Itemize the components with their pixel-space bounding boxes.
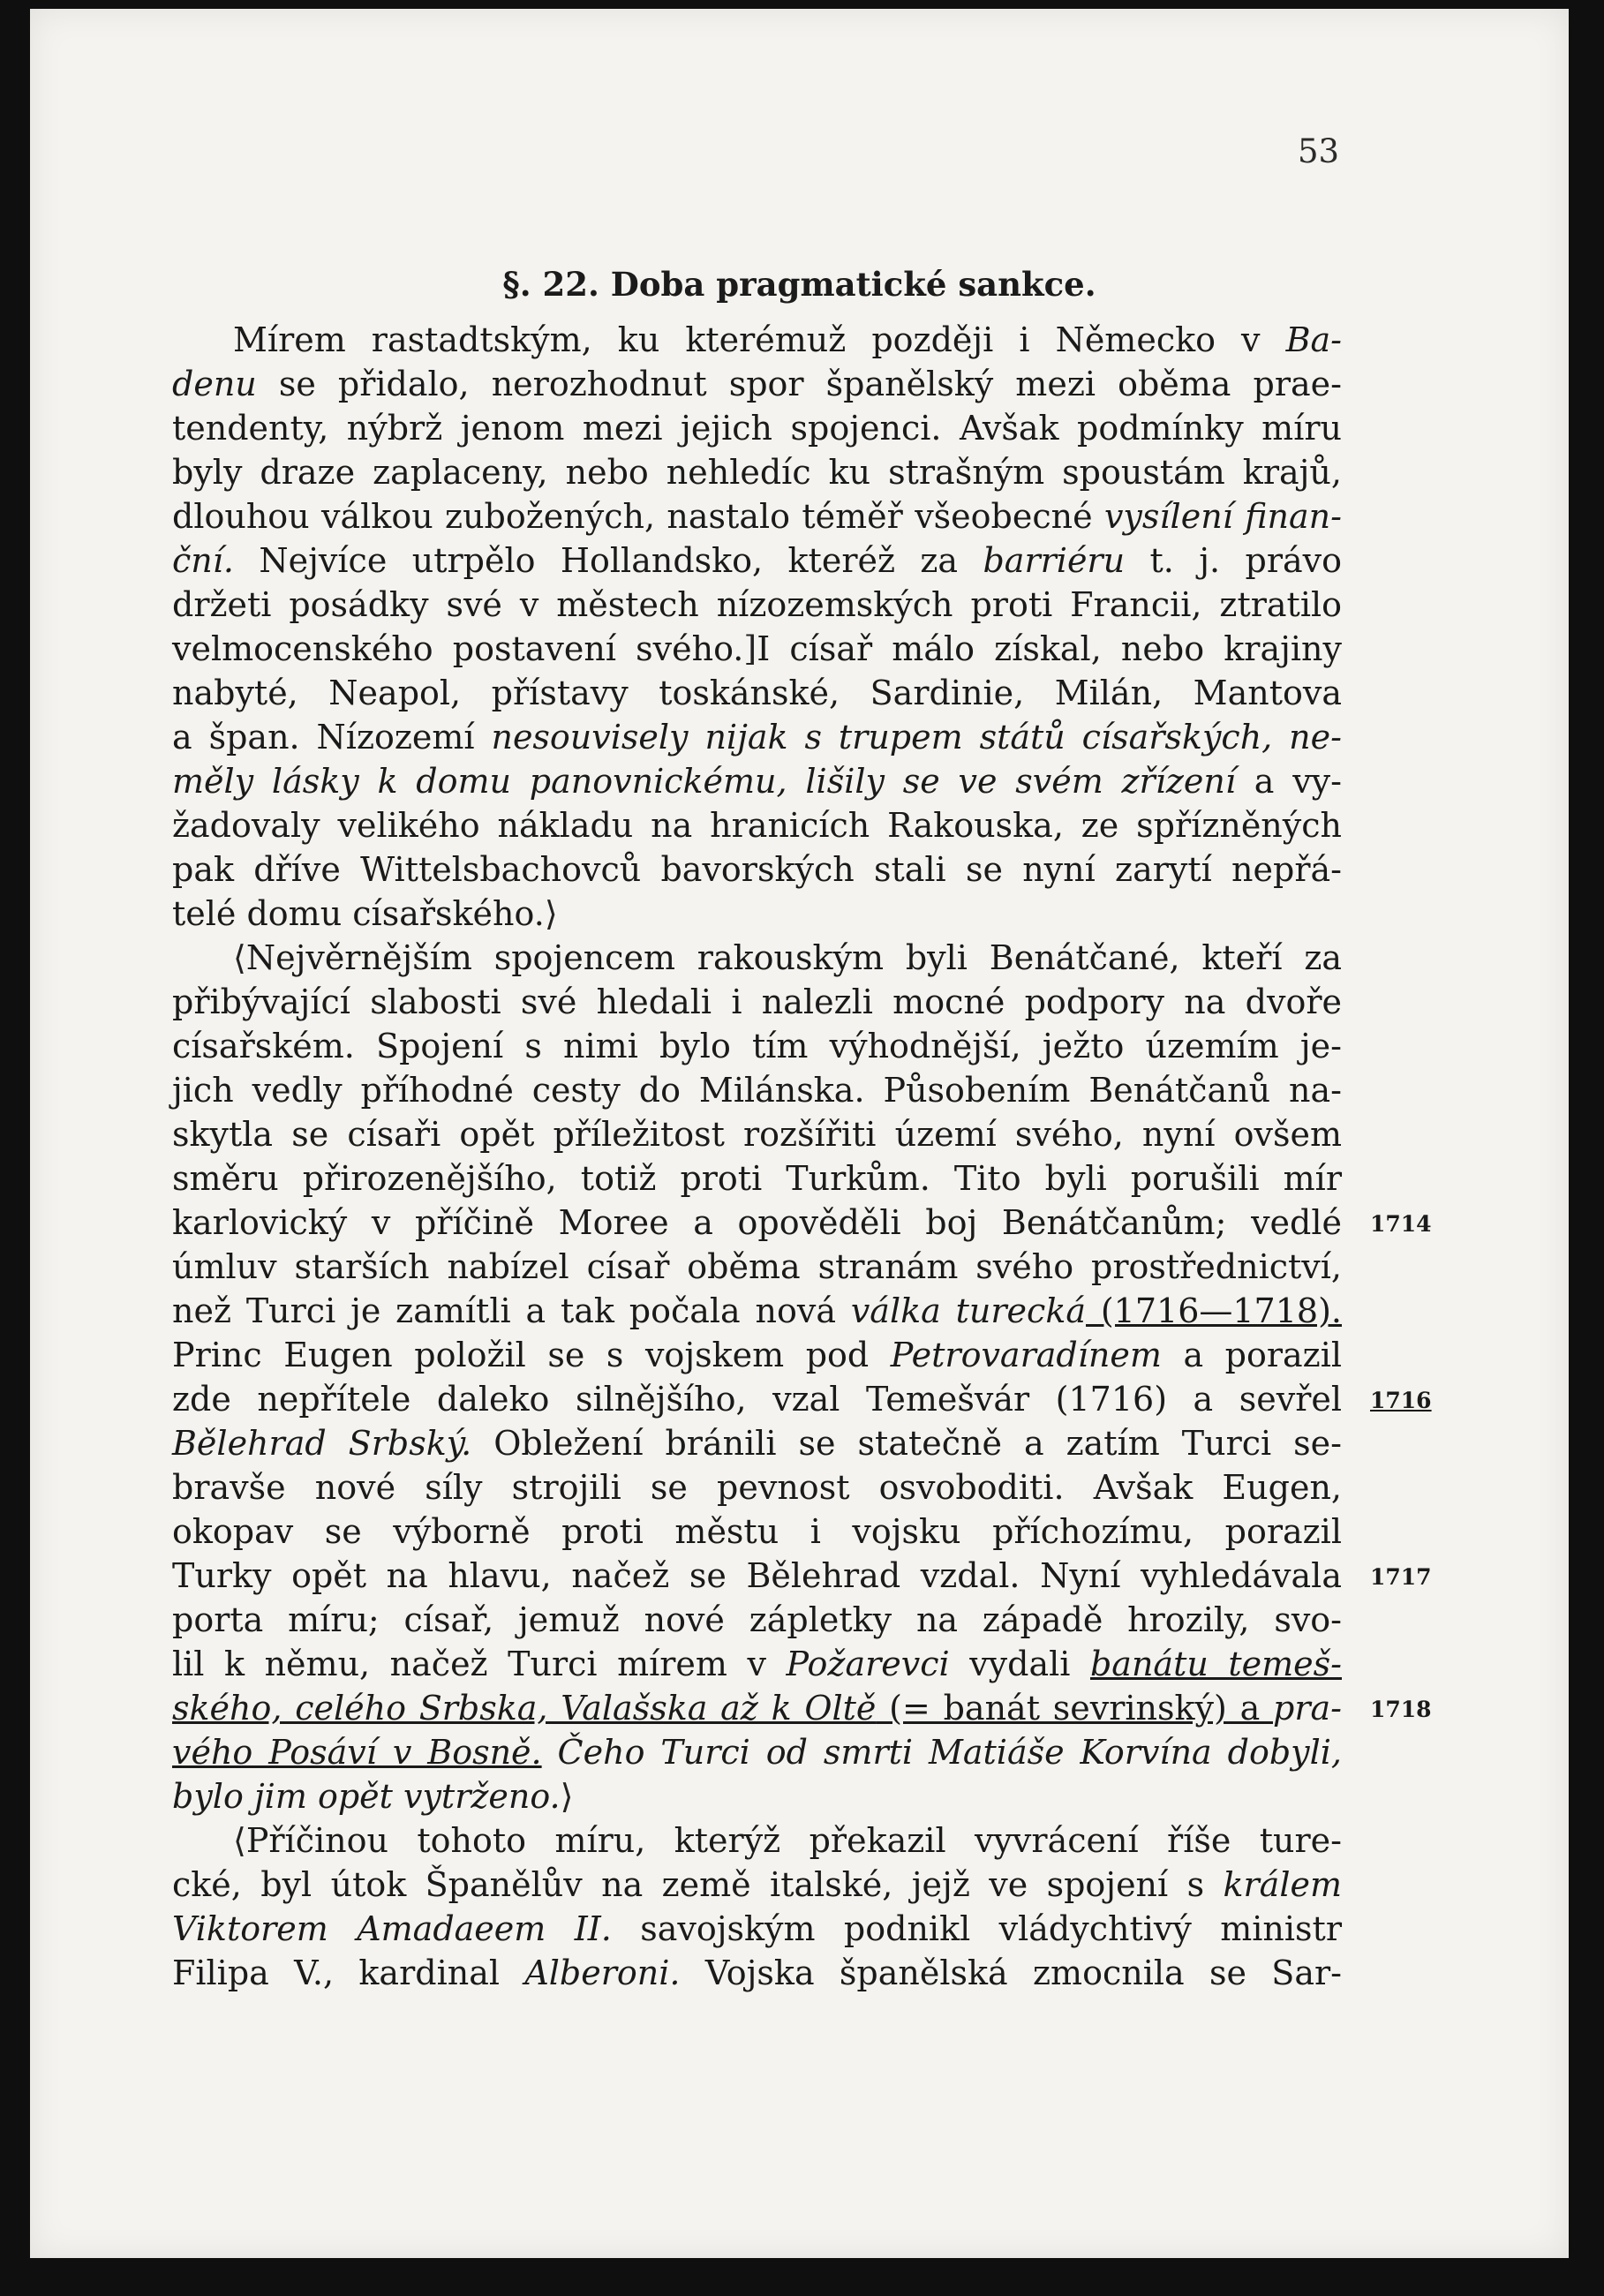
text-line bbox=[172, 1068, 1342, 1112]
text-run: než Turci je zamítli a tak počala nová bbox=[172, 1291, 851, 1330]
text-line bbox=[172, 1289, 1342, 1333]
text-run: porta míru; císař, jemuž nové zápletky na západě hrozily, svo- bbox=[172, 1600, 1342, 1639]
text-run: držeti posádky své v městech nízozemských proti Francii, ztratilo bbox=[172, 585, 1342, 624]
text-run: (1716—1718). bbox=[1086, 1291, 1342, 1330]
text-run: a špan. Nízozemí bbox=[172, 718, 492, 757]
text-run: vydali bbox=[949, 1645, 1090, 1683]
text-run: měly lásky k domu panovnickému, lišily se ve svém zřízení bbox=[172, 762, 1236, 801]
text-line bbox=[172, 1333, 1342, 1377]
text-line bbox=[172, 1598, 1342, 1642]
text-run: a porazil bbox=[1161, 1336, 1343, 1374]
page bbox=[30, 9, 1569, 2258]
text-line bbox=[233, 936, 1342, 980]
text-run: Požarevci bbox=[786, 1645, 950, 1683]
text-run: bylo jim opět vytrženo. bbox=[172, 1777, 561, 1816]
text-run: vého Posáví v Bosně. bbox=[172, 1733, 542, 1772]
text-run: savojským podnikl vládychtivý ministr bbox=[611, 1909, 1342, 1948]
text-line bbox=[172, 1421, 1342, 1465]
text-run: žadovaly velikého nákladu na hranicích Rakouska, ze spřízněných bbox=[172, 806, 1342, 845]
margin-year: 1716 bbox=[1370, 1388, 1432, 1413]
text-line bbox=[172, 892, 1342, 936]
text-line bbox=[233, 1818, 1342, 1863]
text-line bbox=[172, 1686, 1342, 1730]
pen-mark: ⟩ bbox=[544, 894, 558, 933]
text-run: Turky opět na hlavu, načež se Bělehrad vzdal. Nyní vyhledávala bbox=[172, 1556, 1342, 1595]
text-line bbox=[172, 1951, 1342, 1995]
text-line bbox=[172, 1024, 1342, 1068]
text-run: nesouvisely nijak s trupem států císařských, ne- bbox=[491, 718, 1342, 757]
text-run: skytla se císaři opět příležitost rozšířiti území svého, nyní ovšem bbox=[172, 1115, 1342, 1154]
margin-year: 1717 bbox=[1370, 1564, 1432, 1590]
text-run: Mírem rastadtským, ku kterémuž později i Německo v bbox=[233, 320, 1286, 359]
text-line bbox=[172, 450, 1342, 494]
text-line bbox=[172, 538, 1342, 583]
text-run: Ba- bbox=[1285, 320, 1342, 359]
text-line bbox=[172, 1377, 1342, 1421]
text-run: jich vedly příhodné cesty do Milánska. Působením Benátčanů na- bbox=[172, 1071, 1342, 1110]
text-run: ční. bbox=[172, 541, 234, 580]
text-line bbox=[172, 1465, 1342, 1509]
text-line bbox=[172, 1245, 1342, 1289]
text-run: banátu temeš- bbox=[1089, 1645, 1342, 1683]
text-line bbox=[172, 1156, 1342, 1201]
text-line bbox=[172, 803, 1342, 847]
text-run: Bělehrad Srbský. bbox=[172, 1424, 472, 1463]
pen-mark: ⟩ bbox=[560, 1777, 574, 1816]
text-line bbox=[172, 1863, 1342, 1907]
text-line bbox=[172, 1907, 1342, 1951]
text-run: byly draze zaplaceny, nebo nehledíc ku strašným spoustám krajů, bbox=[172, 453, 1342, 492]
text-run: Nejvíce utrpělo Hollandsko, kteréž za bbox=[234, 541, 983, 580]
text-run: I císař málo získal, nebo krajiny bbox=[757, 629, 1342, 668]
text-line bbox=[172, 1730, 1342, 1774]
text-run: denu bbox=[172, 365, 257, 403]
text-run: Viktorem Amadaeem II. bbox=[172, 1909, 612, 1948]
text-run: Alberoni. bbox=[524, 1953, 681, 1992]
text-run: směru přirozenějšího, totiž proti Turkům. Tito byli porušili mír bbox=[172, 1159, 1342, 1198]
page-number: 53 bbox=[1298, 132, 1340, 170]
text-line bbox=[172, 1201, 1342, 1245]
text-run: cké, byl útok Španělův na země italské, jejž ve spojení s bbox=[172, 1865, 1224, 1904]
text-run: pra- bbox=[1273, 1689, 1342, 1728]
text-line bbox=[172, 1642, 1342, 1686]
text-run: a vy- bbox=[1236, 762, 1342, 801]
text-run: Čeho Turci od smrti Matiáše Korvína dobyli, bbox=[541, 1733, 1343, 1772]
pen-mark: ⟨ bbox=[233, 938, 246, 977]
text-run: Vojska španělská zmocnila se Sar- bbox=[680, 1953, 1342, 1992]
margin-year: 1714 bbox=[1370, 1211, 1432, 1237]
text-line bbox=[172, 406, 1342, 450]
text-run: dlouhou válkou zubožených, nastalo téměř všeobecné bbox=[172, 497, 1104, 536]
text-run: Nejvěrnějším spojencem rakouským byli Benátčané, kteří za bbox=[245, 938, 1342, 977]
text-run: vysílení finan- bbox=[1103, 497, 1342, 536]
text-line bbox=[172, 583, 1342, 627]
text-run: úmluv starších nabízel císař oběma stranám svého prostřednictví, bbox=[172, 1247, 1342, 1286]
text-run: lil k němu, načež Turci mírem v bbox=[172, 1645, 787, 1683]
text-run: (= banát sevrinský) a bbox=[876, 1689, 1273, 1728]
pen-mark: ⟨ bbox=[233, 1821, 246, 1860]
text-line bbox=[172, 1112, 1342, 1156]
text-line bbox=[172, 671, 1342, 715]
text-line bbox=[172, 759, 1342, 803]
text-run: bravše nové síly strojili se pevnost osvoboditi. Avšak Eugen, bbox=[172, 1468, 1342, 1507]
text-run: císařském. Spojení s nimi bylo tím výhodnější, ježto územím je- bbox=[172, 1027, 1342, 1065]
text-run: se přidalo, nerozhodnut spor španělský mezi oběma prae- bbox=[256, 365, 1342, 403]
text-run: tendenty, nýbrž jenom mezi jejich spojenci. Avšak podmínky míru bbox=[172, 409, 1342, 448]
text-run: velmocenského postavení svého. bbox=[172, 629, 744, 668]
text-run: králem bbox=[1223, 1865, 1342, 1904]
text-line bbox=[172, 847, 1342, 892]
text-run: okopav se výborně proti městu i vojsku příchozímu, porazil bbox=[172, 1512, 1342, 1551]
text-line bbox=[172, 1554, 1342, 1598]
text-line bbox=[172, 494, 1342, 538]
text-run: Petrovaradínem bbox=[890, 1336, 1162, 1374]
text-run: ského, celého Srbska, Valašska až k Oltě bbox=[172, 1689, 877, 1728]
pen-mark: ] bbox=[743, 629, 757, 668]
text-run: Princ Eugen položil se s vojskem pod bbox=[172, 1336, 891, 1374]
text-run: nabyté, Neapol, přístavy toskánské, Sardinie, Milán, Mantova bbox=[172, 674, 1342, 712]
text-line bbox=[172, 627, 1342, 671]
text-line bbox=[172, 1774, 1342, 1818]
text-run: karlovický v příčině Moree a opověděli boj Benátčanům; vedlé bbox=[172, 1203, 1342, 1242]
margin-year: 1718 bbox=[1370, 1697, 1432, 1722]
text-line bbox=[172, 715, 1342, 759]
text-line bbox=[172, 980, 1342, 1024]
text-run: barriéru bbox=[983, 541, 1126, 580]
text-line bbox=[233, 318, 1342, 362]
text-line bbox=[172, 362, 1342, 406]
section-heading: §. 22. Doba pragmatické sankce. bbox=[502, 265, 1096, 304]
text-run: Filipa V., kardinal bbox=[172, 1953, 525, 1992]
text-line bbox=[172, 1509, 1342, 1554]
text-run: Příčinou tohoto míru, kterýž překazil vyvrácení říše ture- bbox=[245, 1821, 1342, 1860]
text-run: pak dříve Wittelsbachovců bavorských stali se nyní zarytí nepřá- bbox=[172, 850, 1342, 889]
text-run: zde nepřítele daleko silnějšího, vzal Temešvár (1716) a sevřel bbox=[172, 1380, 1342, 1419]
text-run: Obležení bránili se statečně a zatím Turci se- bbox=[471, 1424, 1342, 1463]
text-run: přibývající slabosti své hledali i nalezli mocné podpory na dvoře bbox=[172, 982, 1342, 1021]
text-run: t. j. právo bbox=[1125, 541, 1342, 580]
text-run: válka turecká bbox=[850, 1291, 1086, 1330]
text-run: telé domu císařského. bbox=[172, 894, 545, 933]
